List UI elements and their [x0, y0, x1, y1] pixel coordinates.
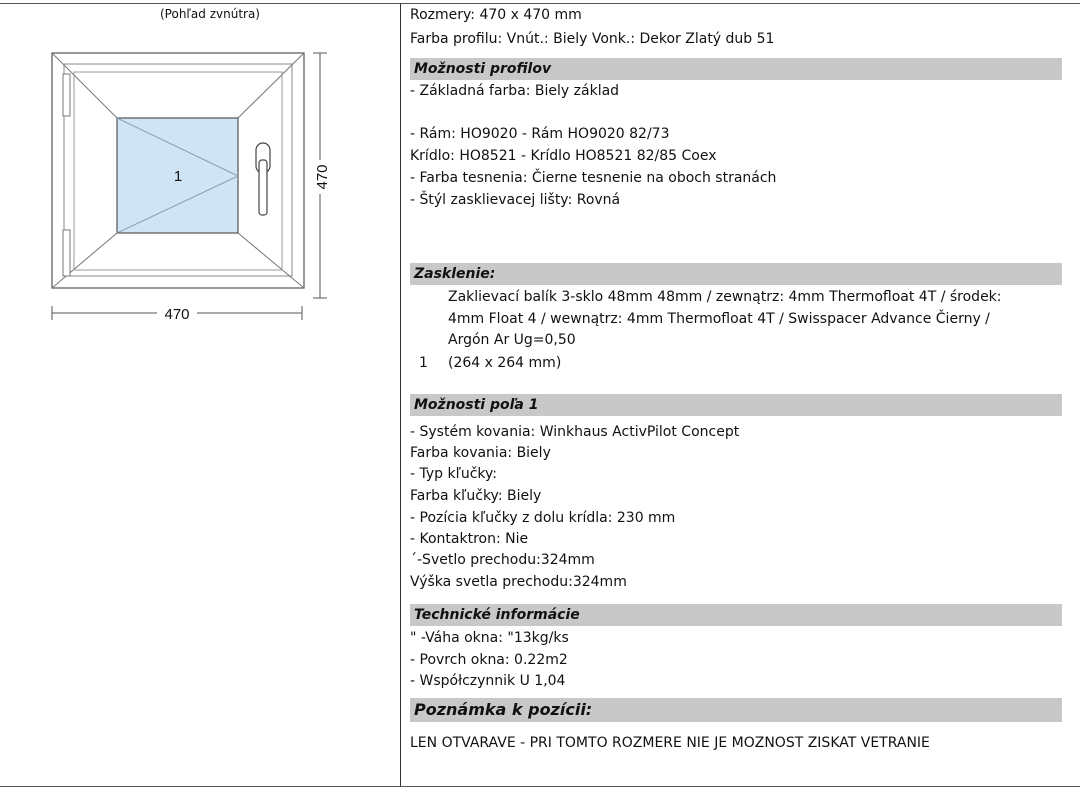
note-header: Poznámka k pozícii:	[410, 698, 1062, 722]
field-option-line: - Kontaktron: Nie	[410, 531, 529, 547]
glazing-field-size: (264 x 264 mm)	[448, 355, 562, 371]
glazing-field-number: 1	[419, 355, 428, 371]
width-dimension: 470	[164, 306, 190, 323]
profile-line: Krídlo: HO8521 - Krídlo HO8521 82/85 Coex	[410, 148, 717, 164]
profile-line: - Rám: HO9020 - Rám HO9020 82/73	[410, 126, 670, 142]
profile-line: - Štýl zasklievacej lišty: Rovná	[410, 192, 621, 208]
window-drawing	[0, 30, 400, 330]
sash-number: 1	[173, 168, 183, 185]
field-option-line: - Systém kovania: Winkhaus ActivPilot Concept	[410, 424, 740, 440]
dimensions-text: Rozmery: 470 x 470 mm	[410, 7, 582, 23]
field-option-line: Farba kľučky: Biely	[410, 488, 542, 504]
glazing-line: Argón Ar Ug=0,50	[448, 332, 576, 348]
bottom-border	[0, 786, 1080, 787]
technical-line: - Współczynnik U 1,04	[410, 673, 566, 689]
profile-options-header: Možnosti profilov	[410, 58, 1062, 80]
hinge-bottom	[63, 230, 70, 276]
field-option-line: - Pozícia kľučky z dolu krídla: 230 mm	[410, 510, 676, 526]
profile-line: - Základná farba: Biely základ	[410, 83, 620, 99]
technical-header: Technické informácie	[410, 604, 1062, 626]
field-option-line: Výška svetla prechodu:324mm	[410, 574, 627, 590]
glazing-header: Zasklenie:	[410, 263, 1062, 285]
technical-line: - Povrch okna: 0.22m2	[410, 652, 568, 668]
field-options-header: Možnosti poľa 1	[410, 394, 1062, 416]
height-dimension: 470	[314, 164, 331, 190]
column-divider	[400, 3, 401, 786]
profile-color-text: Farba profilu: Vnút.: Biely Vonk.: Dekor Zlatý dub 51	[410, 31, 775, 47]
glazing-line: Zaklievací balík 3-sklo 48mm 48mm / zewnątrz: 4mm Thermofloat 4T / środek:	[448, 289, 1002, 305]
field-option-line: Farba kovania: Biely	[410, 445, 551, 461]
top-border	[0, 3, 1080, 4]
field-option-line: - Typ kľučky:	[410, 466, 498, 482]
profile-line: - Farba tesnenia: Čierne tesnenie na oboch stranách	[410, 170, 777, 186]
note-text: LEN OTVARAVE - PRI TOMTO ROZMERE NIE JE MOZNOST ZISKAT VETRANIE	[410, 735, 930, 751]
glazing-line: 4mm Float 4 / wewnątrz: 4mm Thermofloat 4T / Swisspacer Advance Čierny /	[448, 311, 990, 327]
technical-line: " -Váha okna: "13kg/ks	[410, 630, 569, 646]
hinge-top	[63, 74, 70, 116]
field-option-line: ´-Svetlo prechodu:324mm	[410, 552, 595, 568]
view-label: (Pohľad zvnútra)	[159, 7, 260, 21]
